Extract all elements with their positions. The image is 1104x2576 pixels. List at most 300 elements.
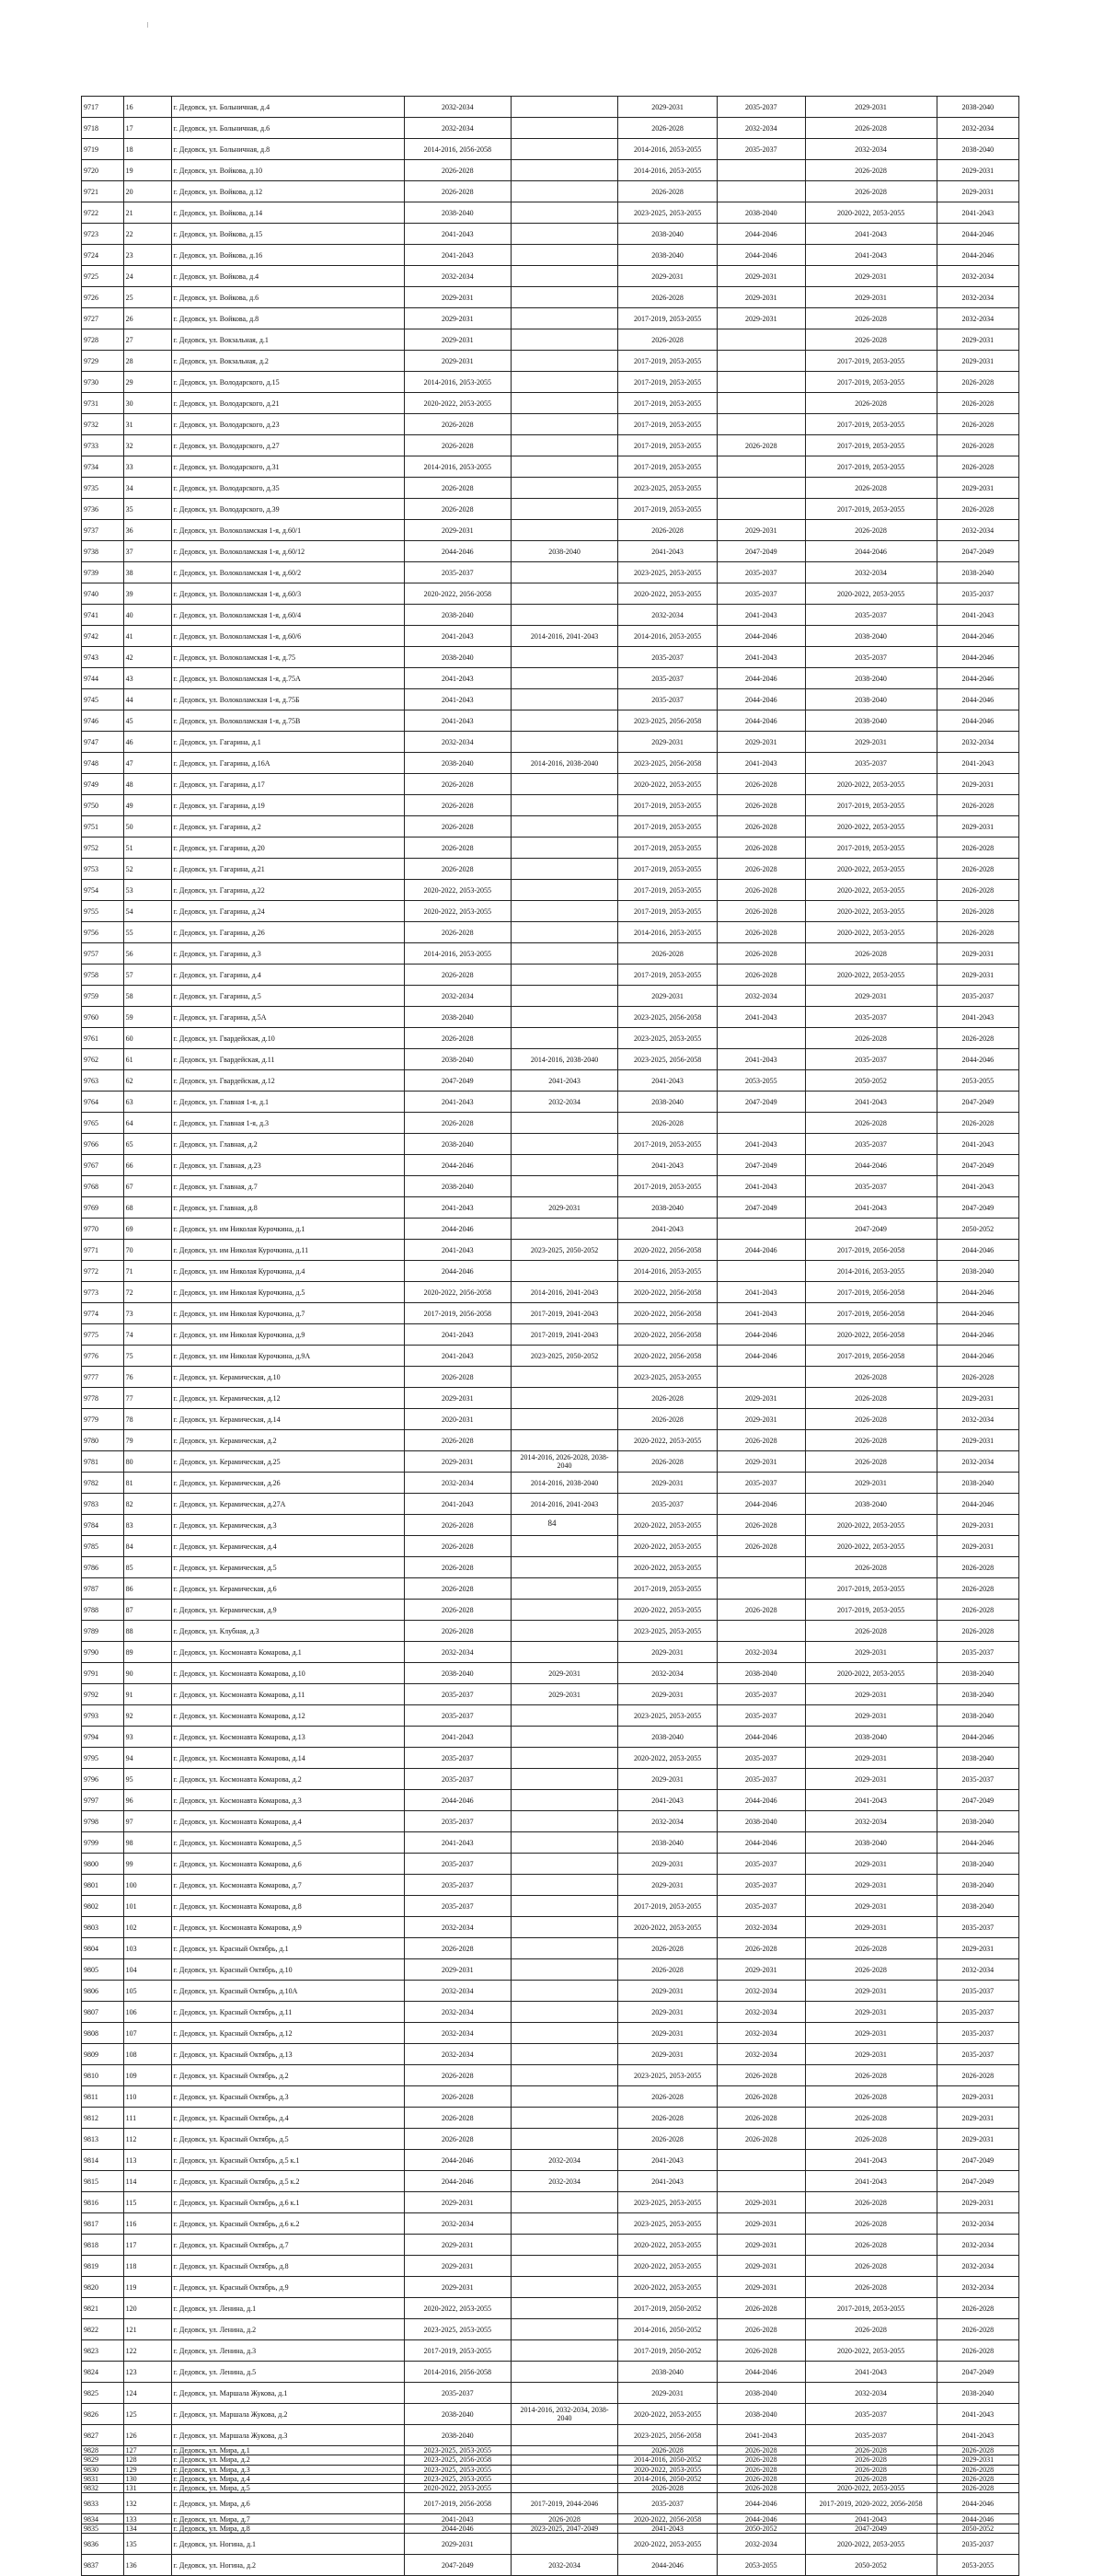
period-cell-1: 2023-2025, 2053-2055	[404, 2319, 511, 2340]
period-cell-2	[511, 1261, 617, 1282]
row-id-cell: 9750	[82, 795, 124, 816]
period-cell-4: 2032-2034	[718, 1981, 805, 2002]
period-cell-3: 2017-2019, 2053-2055	[618, 351, 718, 372]
period-cell-3: 2035-2037	[618, 689, 718, 710]
address-cell: г. Дедовск, ул. Керамическая, д.14	[171, 1409, 404, 1430]
period-cell-4: 2029-2031	[718, 2213, 805, 2235]
period-cell-4: 2038-2040	[718, 1811, 805, 1832]
period-cell-4: 2029-2031	[718, 2256, 805, 2277]
period-cell-4	[718, 351, 805, 372]
period-cell-5: 2020-2022, 2053-2055	[805, 202, 937, 224]
period-cell-5: 2035-2037	[805, 1007, 937, 1028]
address-cell: г. Дедовск, ул. Гагарина, д.16А	[171, 753, 404, 774]
page-number: 84	[547, 1519, 557, 1528]
period-cell-2: 2017-2019, 2041-2043	[511, 1303, 617, 1324]
row-number-cell: 104	[123, 1959, 171, 1981]
period-cell-6: 2044-2046	[937, 1303, 1018, 1324]
period-cell-6: 2026-2028	[937, 1578, 1018, 1600]
period-cell-6: 2026-2028	[937, 2298, 1018, 2319]
period-cell-6: 2044-2046	[937, 668, 1018, 689]
period-cell-2	[511, 1600, 617, 1621]
period-cell-2	[511, 1430, 617, 1451]
period-cell-6: 2047-2049	[937, 2171, 1018, 2192]
row-number-cell: 27	[123, 329, 171, 351]
period-cell-2	[511, 372, 617, 393]
row-id-cell: 9775	[82, 1324, 124, 1346]
row-id-cell: 9752	[82, 837, 124, 859]
period-cell-6: 2032-2034	[937, 118, 1018, 139]
address-cell: г. Дедовск, ул. Ногина, д.2	[171, 2555, 404, 2576]
period-cell-3: 2029-2031	[618, 1473, 718, 1494]
row-id-cell: 9819	[82, 2256, 124, 2277]
row-id-cell: 9725	[82, 266, 124, 287]
row-number-cell: 54	[123, 901, 171, 922]
period-cell-6: 2026-2028	[937, 880, 1018, 901]
period-cell-6: 2035-2037	[937, 986, 1018, 1007]
period-cell-5: 2026-2028	[805, 2455, 937, 2465]
row-id-cell: 9829	[82, 2455, 124, 2465]
period-cell-2: 2041-2043	[511, 1070, 617, 1092]
period-cell-3: 2044-2046	[618, 2555, 718, 2576]
period-cell-3: 2026-2028	[618, 1959, 718, 1981]
period-cell-5: 2017-2019, 2053-2055	[805, 1578, 937, 1600]
row-id-cell: 9822	[82, 2319, 124, 2340]
address-cell: г. Дедовск, ул. Володарского, д.31	[171, 456, 404, 478]
row-id-cell: 9823	[82, 2340, 124, 2362]
period-cell-5: 2029-2031	[805, 2023, 937, 2044]
period-cell-6: 2032-2034	[937, 732, 1018, 753]
period-cell-3: 2017-2019, 2050-2052	[618, 2298, 718, 2319]
row-id-cell: 9810	[82, 2065, 124, 2086]
period-cell-2	[511, 1367, 617, 1388]
period-cell-2	[511, 1981, 617, 2002]
period-cell-5: 2029-2031	[805, 732, 937, 753]
period-cell-1: 2032-2034	[404, 1642, 511, 1663]
row-id-cell: 9783	[82, 1494, 124, 1515]
address-cell: г. Дедовск, ул. Маршала Жукова, д.1	[171, 2383, 404, 2404]
address-cell: г. Дедовск, ул. Красный Октябрь, д.5 к.1	[171, 2150, 404, 2171]
row-id-cell: 9830	[82, 2465, 124, 2474]
period-cell-6: 2038-2040	[937, 97, 1018, 118]
address-cell: г. Дедовск, ул. Ленина, д.5	[171, 2362, 404, 2383]
table-row	[82, 1832, 1019, 1854]
period-cell-2: 2032-2034	[511, 2150, 617, 2171]
period-cell-5: 2041-2043	[805, 2514, 937, 2524]
table-row	[82, 1705, 1019, 1727]
table-row	[82, 97, 1019, 118]
period-cell-3: 2020-2022, 2053-2055	[618, 2277, 718, 2298]
row-number-cell: 69	[123, 1219, 171, 1240]
period-cell-5: 2026-2028	[805, 1938, 937, 1959]
period-cell-4: 2044-2046	[718, 1494, 805, 1515]
row-number-cell: 48	[123, 774, 171, 795]
row-number-cell: 90	[123, 1663, 171, 1684]
address-cell: г. Дедовск, ул. Гвардейская, д.11	[171, 1049, 404, 1070]
period-cell-2	[511, 2277, 617, 2298]
period-cell-6: 2044-2046	[937, 1727, 1018, 1748]
period-cell-6: 2050-2052	[937, 1219, 1018, 1240]
period-cell-2	[511, 2340, 617, 2362]
period-cell-3: 2017-2019, 2053-2055	[618, 816, 718, 837]
period-cell-1: 2032-2034	[404, 266, 511, 287]
row-id-cell: 9836	[82, 2534, 124, 2555]
row-id-cell: 9741	[82, 605, 124, 626]
address-cell: г. Дедовск, ул. Керамическая, д.25	[171, 1451, 404, 1473]
period-cell-1: 2032-2034	[404, 2213, 511, 2235]
period-cell-1: 2026-2028	[404, 816, 511, 837]
row-number-cell: 32	[123, 435, 171, 456]
period-cell-6: 2026-2028	[937, 901, 1018, 922]
period-cell-4: 2029-2031	[718, 732, 805, 753]
period-cell-4: 2044-2046	[718, 1727, 805, 1748]
row-number-cell: 68	[123, 1197, 171, 1219]
period-cell-6: 2026-2028	[937, 372, 1018, 393]
row-id-cell: 9734	[82, 456, 124, 478]
period-cell-2	[511, 435, 617, 456]
period-cell-2	[511, 414, 617, 435]
period-cell-5: 2020-2022, 2053-2055	[805, 583, 937, 605]
row-number-cell: 47	[123, 753, 171, 774]
table-row	[82, 1430, 1019, 1451]
period-cell-2	[511, 97, 617, 118]
period-cell-3: 2026-2028	[618, 943, 718, 965]
row-id-cell: 9786	[82, 1557, 124, 1578]
period-cell-4: 2053-2055	[718, 1070, 805, 1092]
period-cell-2	[511, 160, 617, 181]
row-id-cell: 9772	[82, 1261, 124, 1282]
period-cell-2: 2038-2040	[511, 541, 617, 562]
period-cell-3: 2026-2028	[618, 1409, 718, 1430]
period-cell-2: 2014-2016, 2038-2040	[511, 753, 617, 774]
period-cell-5: 2026-2028	[805, 1028, 937, 1049]
period-cell-1: 2029-2031	[404, 2192, 511, 2213]
row-number-cell: 118	[123, 2256, 171, 2277]
period-cell-1: 2026-2028	[404, 795, 511, 816]
period-cell-6: 2026-2028	[937, 859, 1018, 880]
period-cell-3: 2023-2025, 2053-2055	[618, 2192, 718, 2213]
table-row	[82, 1621, 1019, 1642]
period-cell-5: 2050-2052	[805, 2555, 937, 2576]
row-number-cell: 30	[123, 393, 171, 414]
period-cell-2: 2032-2034	[511, 2555, 617, 2576]
row-id-cell: 9727	[82, 308, 124, 329]
period-cell-5: 2026-2028	[805, 2086, 937, 2108]
row-id-cell: 9737	[82, 520, 124, 541]
address-cell: г. Дедовск, ул. Больничная, д.8	[171, 139, 404, 160]
period-cell-3: 2035-2037	[618, 668, 718, 689]
row-id-cell: 9738	[82, 541, 124, 562]
period-cell-2: 2014-2016, 2041-2043	[511, 1282, 617, 1303]
period-cell-4: 2026-2028	[718, 2319, 805, 2340]
period-cell-2: 2029-2031	[511, 1684, 617, 1705]
address-cell: г. Дедовск, ул. Волоколамская 1-я, д.60/2	[171, 562, 404, 583]
period-cell-2: 2014-2016, 2041-2043	[511, 626, 617, 647]
period-cell-5: 2029-2031	[805, 2044, 937, 2065]
address-cell: г. Дедовск, ул. Гагарина, д.4	[171, 965, 404, 986]
period-cell-3: 2035-2037	[618, 1494, 718, 1515]
period-cell-3: 2020-2022, 2053-2055	[618, 1536, 718, 1557]
period-cell-3: 2029-2031	[618, 266, 718, 287]
period-cell-5: 2017-2019, 2053-2055	[805, 499, 937, 520]
period-cell-5: 2032-2034	[805, 562, 937, 583]
period-cell-4: 2029-2031	[718, 308, 805, 329]
period-cell-3: 2038-2040	[618, 1727, 718, 1748]
table-row	[82, 541, 1019, 562]
address-cell: г. Дедовск, ул. Мира, д.5	[171, 2484, 404, 2493]
period-cell-6: 2026-2028	[937, 435, 1018, 456]
period-cell-4	[718, 393, 805, 414]
period-cell-4: 2041-2043	[718, 1176, 805, 1197]
address-cell: г. Дедовск, ул. Керамическая, д.9	[171, 1600, 404, 1621]
period-cell-5: 2026-2028	[805, 2465, 937, 2474]
period-cell-2	[511, 689, 617, 710]
period-cell-3: 2032-2034	[618, 1663, 718, 1684]
period-cell-6: 2026-2028	[937, 2474, 1018, 2483]
row-number-cell: 67	[123, 1176, 171, 1197]
table-row	[82, 1811, 1019, 1832]
period-cell-4: 2047-2049	[718, 541, 805, 562]
row-id-cell: 9740	[82, 583, 124, 605]
period-cell-1: 2038-2040	[404, 2425, 511, 2446]
period-cell-1: 2026-2028	[404, 1028, 511, 1049]
period-cell-4: 2038-2040	[718, 2383, 805, 2404]
period-cell-4: 2026-2028	[718, 880, 805, 901]
period-cell-4: 2035-2037	[718, 1769, 805, 1790]
row-number-cell: 24	[123, 266, 171, 287]
period-cell-4: 2026-2028	[718, 1536, 805, 1557]
table-row	[82, 626, 1019, 647]
period-cell-5: 2029-2031	[805, 1684, 937, 1705]
period-cell-4	[718, 1367, 805, 1388]
table-row	[82, 2455, 1019, 2465]
period-cell-6: 2047-2049	[937, 2150, 1018, 2171]
period-cell-6: 2026-2028	[937, 2484, 1018, 2493]
row-id-cell: 9790	[82, 1642, 124, 1663]
period-cell-4: 2041-2043	[718, 605, 805, 626]
row-number-cell: 126	[123, 2425, 171, 2446]
period-cell-6: 2044-2046	[937, 245, 1018, 266]
row-number-cell: 49	[123, 795, 171, 816]
address-cell: г. Дедовск, ул. Красный Октябрь, д.9	[171, 2277, 404, 2298]
table-row	[82, 1176, 1019, 1197]
period-cell-4: 2029-2031	[718, 287, 805, 308]
row-number-cell: 91	[123, 1684, 171, 1705]
address-cell: г. Дедовск, ул. Гагарина, д.26	[171, 922, 404, 943]
period-cell-1: 2029-2031	[404, 2256, 511, 2277]
period-cell-4: 2029-2031	[718, 1451, 805, 1473]
period-cell-2	[511, 2465, 617, 2474]
period-cell-4: 2044-2046	[718, 1790, 805, 1811]
period-cell-1: 2038-2040	[404, 605, 511, 626]
row-id-cell: 9778	[82, 1388, 124, 1409]
row-number-cell: 22	[123, 224, 171, 245]
period-cell-6: 2032-2034	[937, 2277, 1018, 2298]
row-id-cell: 9721	[82, 181, 124, 202]
row-id-cell: 9736	[82, 499, 124, 520]
period-cell-3: 2041-2043	[618, 541, 718, 562]
row-number-cell: 50	[123, 816, 171, 837]
period-cell-4: 2026-2028	[718, 1430, 805, 1451]
row-number-cell: 51	[123, 837, 171, 859]
period-cell-5: 2020-2022, 2053-2055	[805, 901, 937, 922]
period-cell-3: 2017-2019, 2050-2052	[618, 2340, 718, 2362]
period-cell-2	[511, 837, 617, 859]
table-row	[82, 2023, 1019, 2044]
period-cell-6: 2026-2028	[937, 414, 1018, 435]
table-row	[82, 2298, 1019, 2319]
period-cell-4: 2035-2037	[718, 1473, 805, 1494]
table-row	[82, 2256, 1019, 2277]
row-number-cell: 21	[123, 202, 171, 224]
table-row	[82, 1409, 1019, 1430]
period-cell-3: 2017-2019, 2053-2055	[618, 859, 718, 880]
period-cell-3: 2023-2025, 2053-2055	[618, 1621, 718, 1642]
period-cell-1: 2029-2031	[404, 2277, 511, 2298]
period-cell-6: 2032-2034	[937, 308, 1018, 329]
period-cell-1: 2026-2028	[404, 2065, 511, 2086]
period-cell-6: 2029-2031	[937, 1430, 1018, 1451]
period-cell-3: 2026-2028	[618, 2446, 718, 2455]
period-cell-2	[511, 1176, 617, 1197]
period-cell-1: 2044-2046	[404, 1790, 511, 1811]
period-cell-5: 2032-2034	[805, 139, 937, 160]
period-cell-6: 2029-2031	[937, 1536, 1018, 1557]
period-cell-3: 2017-2019, 2053-2055	[618, 965, 718, 986]
table-row	[82, 2213, 1019, 2235]
row-id-cell: 9831	[82, 2474, 124, 2483]
address-cell: г. Дедовск, ул. Мира, д.7	[171, 2514, 404, 2524]
row-id-cell: 9809	[82, 2044, 124, 2065]
period-cell-5: 2026-2028	[805, 2256, 937, 2277]
row-number-cell: 75	[123, 1346, 171, 1367]
period-cell-1: 2029-2031	[404, 2235, 511, 2256]
period-cell-1: 2041-2043	[404, 1324, 511, 1346]
period-cell-5: 2026-2028	[805, 160, 937, 181]
period-cell-6: 2038-2040	[937, 1896, 1018, 1917]
period-cell-1: 2029-2031	[404, 1388, 511, 1409]
period-cell-1: 2041-2043	[404, 1727, 511, 1748]
period-cell-5: 2029-2031	[805, 2002, 937, 2023]
period-cell-1: 2026-2028	[404, 435, 511, 456]
period-cell-4: 2035-2037	[718, 562, 805, 583]
table-row	[82, 1007, 1019, 1028]
period-cell-1: 2035-2037	[404, 1811, 511, 1832]
period-cell-5: 2050-2052	[805, 1070, 937, 1092]
table-row	[82, 647, 1019, 668]
period-cell-2	[511, 1938, 617, 1959]
period-cell-6: 2026-2028	[937, 1113, 1018, 1134]
period-cell-1: 2023-2025, 2053-2055	[404, 2446, 511, 2455]
period-cell-5: 2026-2028	[805, 520, 937, 541]
period-cell-5: 2026-2028	[805, 2213, 937, 2235]
period-cell-4: 2044-2046	[718, 2362, 805, 2383]
period-cell-2	[511, 965, 617, 986]
period-cell-4: 2026-2028	[718, 816, 805, 837]
address-cell: г. Дедовск, ул. Космонавта Комарова, д.2	[171, 1769, 404, 1790]
row-number-cell: 116	[123, 2213, 171, 2235]
period-cell-5: 2026-2028	[805, 1388, 937, 1409]
table-row	[82, 2383, 1019, 2404]
row-id-cell: 9813	[82, 2129, 124, 2150]
address-cell: г. Дедовск, ул. Ногина, д.1	[171, 2534, 404, 2555]
address-cell: г. Дедовск, ул. Володарского, д.39	[171, 499, 404, 520]
period-cell-2	[511, 2086, 617, 2108]
period-cell-6: 2038-2040	[937, 562, 1018, 583]
period-cell-1: 2026-2028	[404, 1113, 511, 1134]
period-cell-4	[718, 1113, 805, 1134]
period-cell-3: 2038-2040	[618, 2362, 718, 2383]
period-cell-2	[511, 224, 617, 245]
period-cell-4: 2026-2028	[718, 859, 805, 880]
period-cell-3: 2026-2028	[618, 2086, 718, 2108]
table-row	[82, 2404, 1019, 2425]
period-cell-1: 2026-2028	[404, 1621, 511, 1642]
period-cell-6: 2038-2040	[937, 1748, 1018, 1769]
row-id-cell: 9827	[82, 2425, 124, 2446]
period-cell-1: 2023-2025, 2053-2055	[404, 2465, 511, 2474]
row-number-cell: 129	[123, 2465, 171, 2474]
period-cell-3: 2029-2031	[618, 1854, 718, 1875]
period-cell-1: 2029-2031	[404, 520, 511, 541]
address-cell: г. Дедовск, ул. Володарского, д.15	[171, 372, 404, 393]
period-cell-1: 2035-2037	[404, 1748, 511, 1769]
period-cell-1: 2023-2025, 2053-2055	[404, 2474, 511, 2483]
period-cell-5: 2032-2034	[805, 1811, 937, 1832]
row-id-cell: 9805	[82, 1959, 124, 1981]
period-cell-3: 2020-2022, 2053-2055	[618, 1600, 718, 1621]
period-cell-3: 2032-2034	[618, 1811, 718, 1832]
row-id-cell: 9833	[82, 2493, 124, 2514]
address-cell: г. Дедовск, ул. Космонавта Комарова, д.3	[171, 1790, 404, 1811]
period-cell-5: 2029-2031	[805, 986, 937, 1007]
table-row	[82, 2277, 1019, 2298]
address-cell: г. Дедовск, ул. Красный Октябрь, д.11	[171, 2002, 404, 2023]
period-cell-1: 2029-2031	[404, 351, 511, 372]
period-cell-6: 2029-2031	[937, 816, 1018, 837]
period-cell-4: 2035-2037	[718, 1875, 805, 1896]
address-cell: г. Дедовск, ул. Космонавта Комарова, д.8	[171, 1896, 404, 1917]
table-row	[82, 499, 1019, 520]
table-row	[82, 520, 1019, 541]
period-cell-2	[511, 2108, 617, 2129]
period-cell-4: 2035-2037	[718, 583, 805, 605]
period-cell-5: 2017-2019, 2053-2055	[805, 372, 937, 393]
period-cell-4: 2026-2028	[718, 2484, 805, 2493]
period-cell-3: 2014-2016, 2053-2055	[618, 1261, 718, 1282]
address-cell: г. Дедовск, ул. Главная, д.8	[171, 1197, 404, 1219]
period-cell-1: 2029-2031	[404, 308, 511, 329]
row-id-cell: 9811	[82, 2086, 124, 2108]
period-cell-2	[511, 1896, 617, 1917]
period-cell-3: 2029-2031	[618, 732, 718, 753]
row-number-cell: 23	[123, 245, 171, 266]
period-cell-6: 2029-2031	[937, 351, 1018, 372]
period-cell-3: 2035-2037	[618, 2493, 718, 2514]
row-number-cell: 31	[123, 414, 171, 435]
period-cell-1: 2026-2028	[404, 2086, 511, 2108]
period-cell-6: 2029-2031	[937, 2108, 1018, 2129]
address-cell: г. Дедовск, ул. Керамическая, д.3	[171, 1515, 404, 1536]
row-id-cell: 9800	[82, 1854, 124, 1875]
period-cell-1: 2038-2040	[404, 1007, 511, 1028]
period-cell-5: 2029-2031	[805, 1875, 937, 1896]
period-cell-6: 2044-2046	[937, 1832, 1018, 1854]
table-row	[82, 1938, 1019, 1959]
period-cell-2	[511, 795, 617, 816]
row-id-cell: 9748	[82, 753, 124, 774]
table-row	[82, 1028, 1019, 1049]
period-cell-2	[511, 1621, 617, 1642]
